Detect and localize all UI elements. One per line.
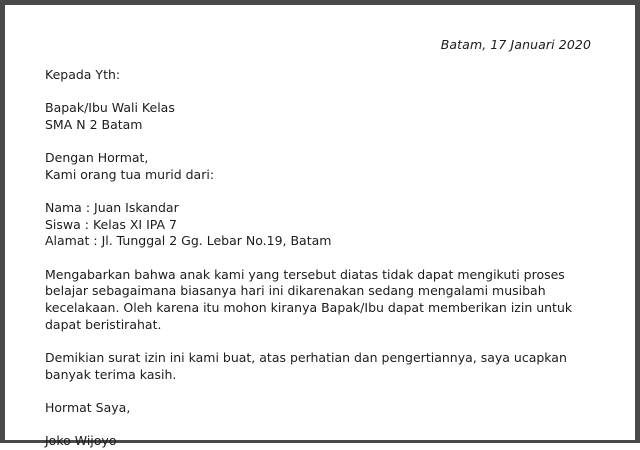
spacer (45, 134, 605, 151)
paragraph-2-line: Demikian surat izin ini kami buat, atas perhatian dan pengertiannya, saya ucapkan (45, 349, 567, 365)
signer-name: Joko Wijoyo (45, 433, 117, 449)
paragraph-2-line: banyak terima kasih. (45, 366, 177, 382)
letter-date: Batam, 17 Januari 2020 (440, 37, 591, 52)
spacer (45, 84, 605, 101)
spacer (45, 333, 605, 350)
paragraph-1-line: belajar sebagaimana biasanya hari ini dikarenakan sedang mengalami musibah (45, 283, 546, 299)
spacer (45, 184, 605, 201)
paragraph-1-line: kecelakaan. Oleh karena itu mohon kiranya Bapak/Ibu dapat memberikan izin untuk (45, 300, 573, 316)
greeting: Dengan Hormat, (45, 150, 149, 166)
student-address: Alamat : Jl. Tunggal 2 Gg. Lebar No.19, Batam (45, 233, 332, 249)
closing: Hormat Saya, (45, 399, 131, 415)
student-name: Nama : Juan Iskandar (45, 200, 179, 216)
letter-body (45, 67, 605, 450)
spacer (45, 417, 605, 434)
paragraph-1-line: dapat beristirahat. (45, 316, 162, 332)
recipient-title: Bapak/Ibu Wali Kelas (45, 100, 175, 116)
recipient-school: SMA N 2 Batam (45, 116, 143, 132)
spacer (45, 383, 605, 400)
paragraph-1-line: Mengabarkan bahwa anak kami yang tersebut diatas tidak dapat mengikuti proses (45, 266, 565, 282)
salutation: Kepada Yth: (45, 67, 121, 82)
intro-text: Kami orang tua murid dari: (45, 166, 215, 182)
spacer (45, 250, 605, 267)
student-class: Siswa : Kelas XI IPA 7 (45, 216, 177, 232)
